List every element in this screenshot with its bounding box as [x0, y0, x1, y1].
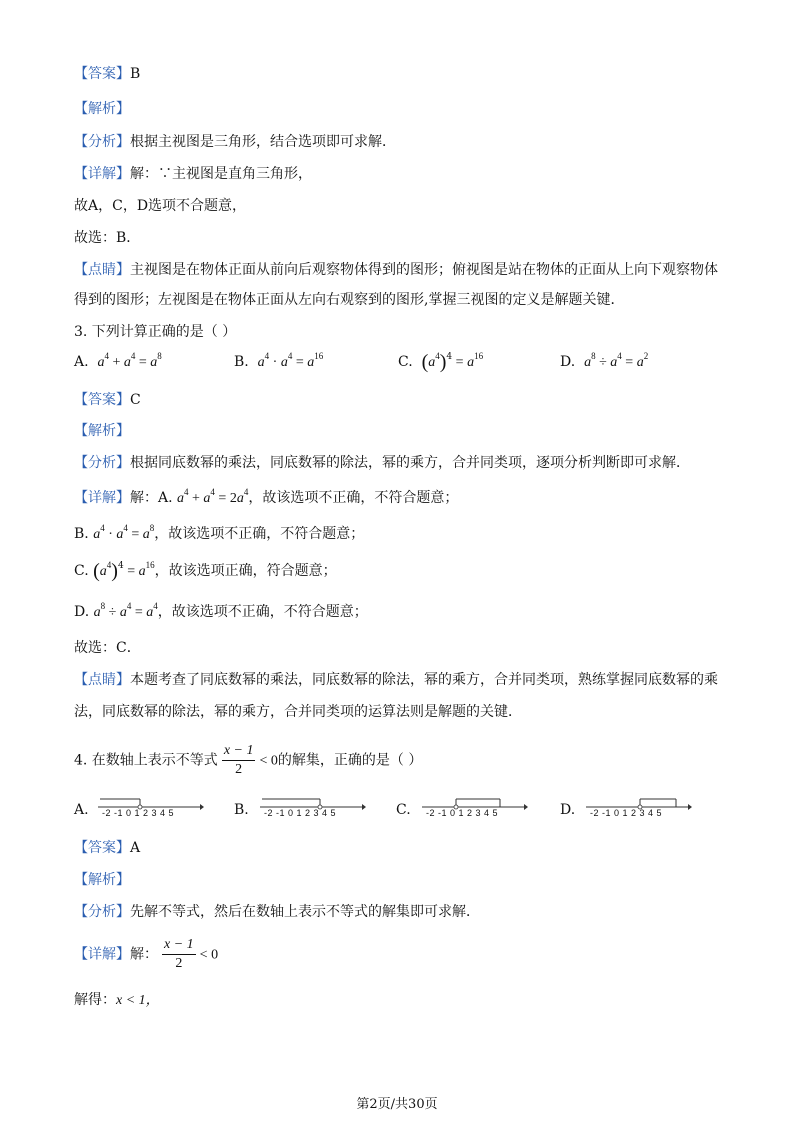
q4-option-a-label: A. [74, 802, 89, 818]
q2-dianjing-line-1 [74, 260, 718, 280]
fenxi-text: 先解不等式，然后在数轴上表示不等式的解集即可求解． [130, 904, 480, 920]
q4-option-d-ticks: -2 -1 0 1 2 3 4 5 [590, 808, 663, 818]
q3-option-c: C. $(a^4)^4 = a^{16}$ [398, 351, 484, 373]
answer-value: A [130, 840, 141, 856]
q2-xiangjie-line [74, 164, 312, 184]
q4-xiangjie-line: 【详解】解： $\frac{x - 1}{2}$ < 0 [74, 937, 219, 971]
q2-fenxi-line [74, 132, 396, 152]
fenxi-text: 根据主视图是三角形，结合选项即可求解． [130, 134, 396, 150]
analysis-tag: 【解析】 [74, 872, 130, 888]
dianjing-tag: 【点睛】 [74, 672, 130, 688]
dianjing-text: 本题考查了同底数幂的乘法，同底数幂的除法，幂的乘方，合并同类项，熟练掌握同底数幂的乘 [130, 672, 718, 688]
q3-xiangjie-c: C. $(a^4)^4 = a^{16}$，故该选项正确，符合题意； [74, 560, 337, 582]
q3-dianjing-line-2: 法，同底数幂的除法，幂的乘方，合并同类项的运算法则是解题的关键． [74, 704, 522, 720]
answer-tag: 【答案】 [74, 840, 130, 856]
option-label: A. [74, 354, 89, 370]
q2-line-select: 故选：B． [74, 230, 141, 246]
q4-stem: 4. 在数轴上表示不等式 $\frac{x - 1}{2}$ < 0的解集，正确的是（ ） [74, 743, 423, 777]
xiangjie-tag: 【详解】 [74, 166, 130, 182]
q3-xiangjie-d: D. $a^8 \div a^4 = a^4$，故该选项不正确，不符合题意； [74, 601, 368, 620]
q3-option-d: D. $a^8 \div a^4 = a^2$ [560, 351, 649, 370]
option-label: B. [234, 354, 249, 370]
answer-tag: 【答案】 [74, 392, 130, 408]
q3-option-b: B. $a^4 \cdot a^4 = a^{16}$ [234, 351, 324, 370]
q4-option-b-label: B. [234, 802, 249, 818]
q4-option-b-ticks: -2 -1 0 1 2 3 4 5 [264, 808, 337, 818]
fenxi-tag: 【分析】 [74, 904, 130, 920]
fenxi-text: 根据同底数幂的乘法，同底数幂的除法，幂的乘方，合并同类项，逐项分析判断即可求解． [130, 455, 690, 471]
q3-line-select: 故选：C． [74, 640, 141, 656]
xiangjie-tag: 【详解】 [74, 946, 130, 963]
page-footer: 第2页/共30页 [356, 1097, 438, 1112]
option-label: C. [398, 354, 413, 370]
option-label: D. [560, 354, 576, 370]
xiangjie-text: 解：∵主视图是直角三角形， [130, 166, 312, 182]
q2-answer-line [74, 64, 140, 84]
dianjing-text: 主视图是在物体正面从前向后观察物体得到的图形；俯视图是站在物体的正面从上向下观察物体 [130, 262, 718, 278]
q4-analysis-line [74, 870, 130, 890]
q2-line-gu: 故A，C，D选项不合题意， [74, 198, 247, 214]
answer-tag: 【答案】 [74, 66, 130, 82]
q4-fenxi-line [74, 902, 480, 922]
q2-dianjing-line-2: 得到的图形；左视图是在物体正面从左向右观察到的图形,掌握三视图的定义是解题关键． [74, 292, 625, 308]
q4-answer-line [74, 838, 140, 858]
q4-option-a-ticks: -2 -1 0 1 2 3 4 5 [102, 808, 175, 818]
answer-value: C [130, 392, 141, 408]
q3-option-a: A. $a^4 + a^4 = a^8$ [74, 351, 162, 370]
q4-jiede-line: 解得：x < 1， [74, 992, 160, 1008]
answer-value: B [130, 66, 141, 82]
q4-option-c-label: C. [396, 802, 411, 818]
q3-stem: 3. 下列计算正确的是（ ） [74, 324, 237, 340]
analysis-tag: 【解析】 [74, 101, 130, 117]
q3-fenxi-line [74, 453, 690, 473]
analysis-tag: 【解析】 [74, 423, 130, 439]
fenxi-tag: 【分析】 [74, 455, 130, 471]
q4-option-c-ticks: -2 -1 0 1 2 3 4 5 [426, 808, 499, 818]
xiangjie-tag: 【详解】 [74, 490, 130, 506]
q3-xiangjie-a: 【详解】解：A. $a^4 + a^4 = 2a^4$，故该选项不正确，不符合题意； [74, 487, 459, 506]
q3-xiangjie-b: B. $a^4 \cdot a^4 = a^8$，故该选项不正确，不符合题意； [74, 523, 365, 542]
fenxi-tag: 【分析】 [74, 134, 130, 150]
q4-option-d-label: D. [560, 802, 576, 818]
q3-dianjing-line-1 [74, 670, 718, 690]
q3-answer-line [74, 390, 141, 410]
q2-analysis-line [74, 99, 130, 119]
q3-analysis-line [74, 421, 130, 441]
dianjing-tag: 【点睛】 [74, 262, 130, 278]
